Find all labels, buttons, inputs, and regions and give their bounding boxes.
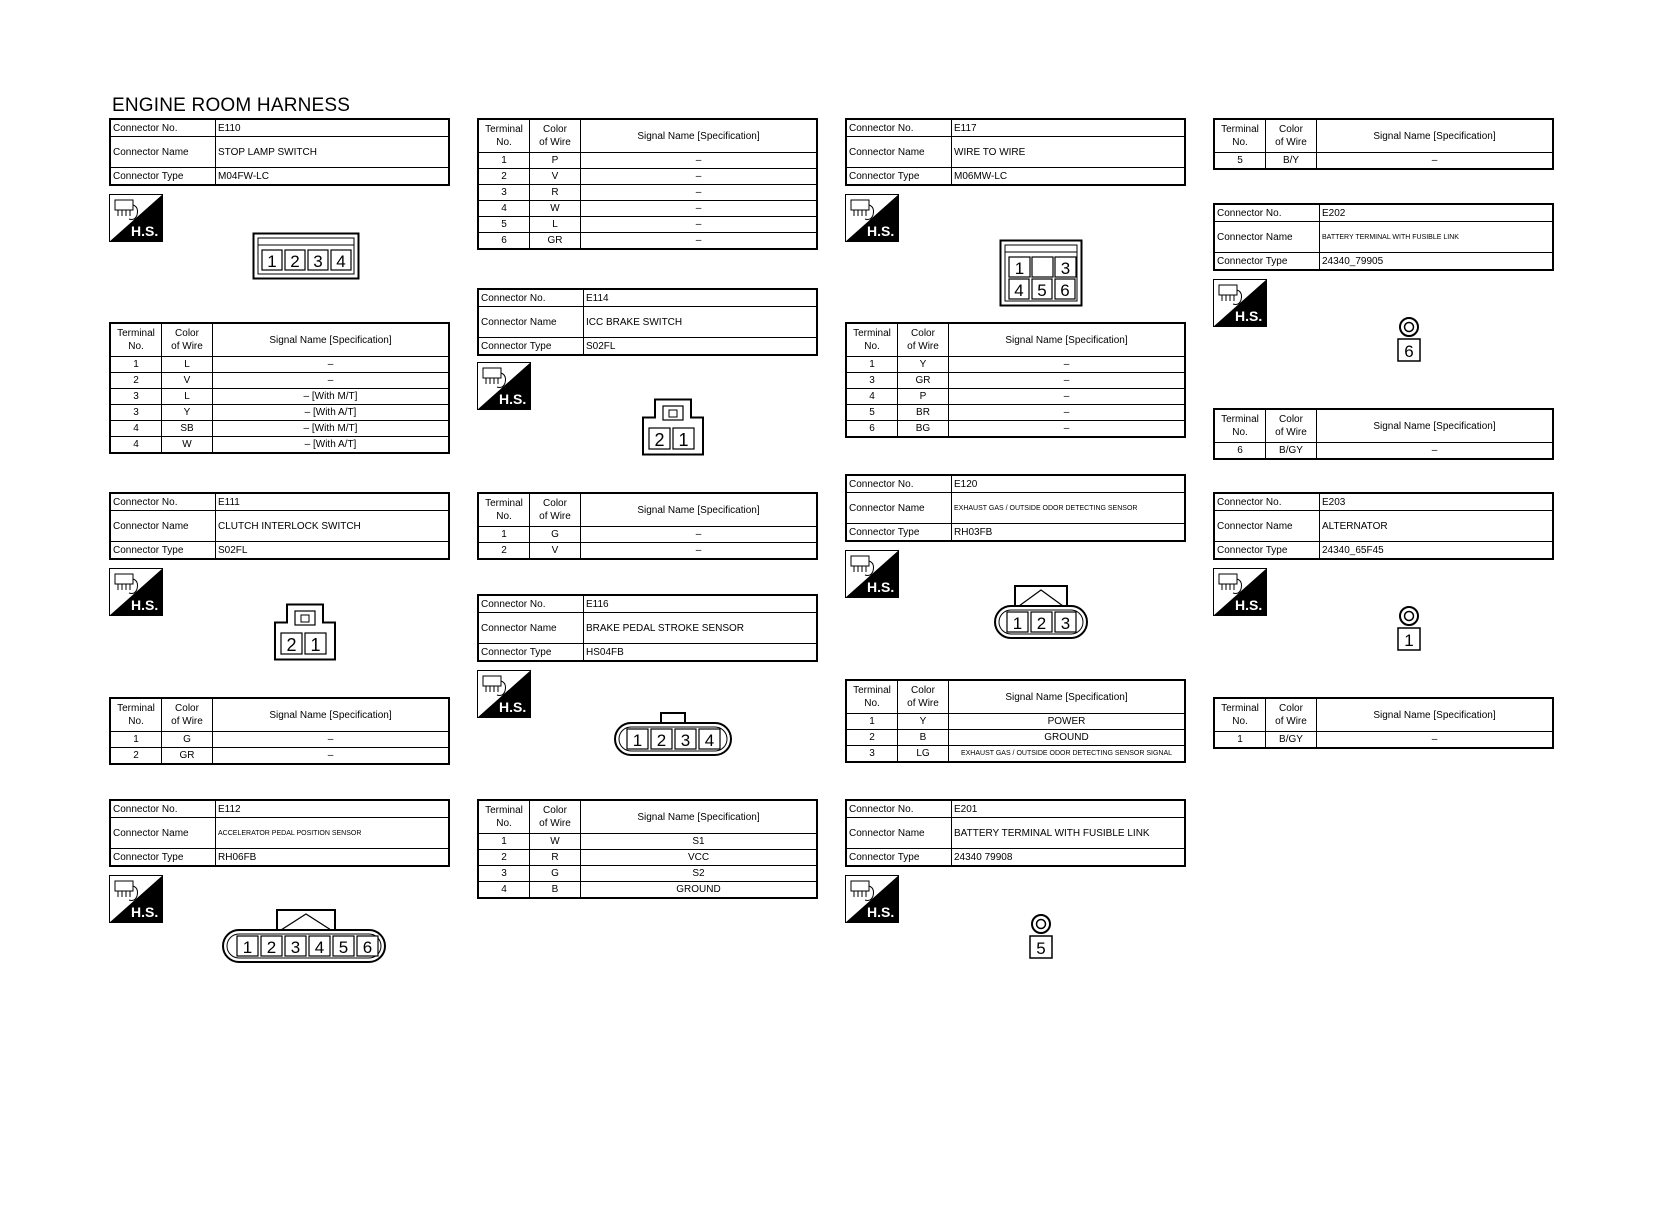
terminal-no-cell: 1 [478, 153, 530, 169]
wire-color-cell: R [530, 185, 581, 201]
table-row [110, 405, 449, 421]
color-of-wire-header: Color of Wire [530, 800, 581, 834]
svg-text:H.S.: H.S. [131, 904, 159, 920]
e201-terminal-table [1213, 118, 1554, 170]
svg-text:1: 1 [310, 635, 321, 655]
e120-connector-no-value: E120 [952, 475, 1186, 493]
harness-side-icon [1213, 568, 1267, 616]
e116-connector-face [613, 711, 733, 757]
signal-name-header: Signal Name [Specification] [581, 493, 818, 527]
table-row [110, 373, 449, 389]
e116-connector-type-value: HS04FB [584, 644, 818, 662]
e117-connector-info [845, 118, 1186, 186]
table-row [478, 527, 817, 543]
harness-side-icon [845, 875, 899, 923]
signal-name-cell: – [1317, 443, 1554, 460]
table-row [1214, 732, 1553, 749]
wire-color-cell: Y [162, 405, 213, 421]
connector-name-label: Connector Name [846, 818, 952, 849]
e117-connector-no-value: E117 [952, 119, 1186, 137]
svg-text:5: 5 [1036, 939, 1046, 958]
signal-name-cell: GROUND [581, 882, 818, 899]
terminal-no-header: Terminal No. [478, 119, 530, 153]
e116-terminal-table [477, 799, 818, 899]
e112-connector-face [221, 908, 387, 966]
svg-text:4: 4 [336, 252, 346, 271]
svg-text:6: 6 [1060, 281, 1070, 300]
e116-connector-info [477, 594, 818, 662]
signal-name-cell: – [1317, 153, 1554, 170]
signal-name-cell: POWER [949, 714, 1186, 730]
connector-type-label: Connector Type [846, 524, 952, 542]
wire-color-cell: G [530, 527, 581, 543]
page-title: ENGINE ROOM HARNESS [112, 95, 351, 116]
signal-name-header: Signal Name [Specification] [213, 323, 450, 357]
signal-name-cell: S1 [581, 834, 818, 850]
terminal-no-cell: 2 [110, 373, 162, 389]
terminal-no-header: Terminal No. [846, 680, 898, 714]
table-row [478, 217, 817, 233]
wire-color-cell: G [162, 732, 213, 748]
color-of-wire-header: Color of Wire [898, 680, 949, 714]
signal-name-cell: – [581, 185, 818, 201]
wire-color-cell: LG [898, 746, 949, 763]
svg-text:5: 5 [338, 938, 349, 957]
e111-connector-no-value: E111 [216, 493, 450, 511]
terminal-no-cell: 6 [478, 233, 530, 250]
harness-side-icon [1213, 279, 1267, 327]
color-of-wire-header: Color of Wire [1266, 119, 1317, 153]
e117-connector-type-value: M06MW-LC [952, 168, 1186, 186]
e120-terminal-table [845, 679, 1186, 763]
e201-connector-no-value: E201 [952, 800, 1186, 818]
e202-connector-face [1395, 317, 1423, 365]
wire-color-cell: W [162, 437, 213, 454]
terminal-no-cell: 2 [478, 543, 530, 560]
svg-text:H.S.: H.S. [131, 223, 159, 239]
wire-color-cell: L [530, 217, 581, 233]
svg-text:4: 4 [704, 731, 715, 750]
terminal-no-cell: 5 [478, 217, 530, 233]
connector-name-label: Connector Name [846, 137, 952, 168]
svg-text:H.S.: H.S. [1235, 308, 1263, 324]
connector-type-label: Connector Type [1214, 253, 1320, 271]
signal-name-cell: – [With A/T] [213, 405, 450, 421]
color-of-wire-header: Color of Wire [898, 323, 949, 357]
e113-terminal-table [477, 118, 818, 250]
terminal-no-cell: 2 [110, 748, 162, 765]
e203-terminal-table [1213, 697, 1554, 749]
terminal-no-cell: 1 [478, 527, 530, 543]
table-row [478, 233, 817, 250]
e201-connector-name-value: BATTERY TERMINAL WITH FUSIBLE LINK [952, 818, 1186, 849]
table-row [846, 730, 1185, 746]
signal-name-cell: – [With A/T] [213, 437, 450, 454]
signal-name-cell: – [213, 732, 450, 748]
harness-side-icon [845, 550, 899, 598]
e114-connector-type-value: S02FL [584, 338, 818, 356]
wire-color-cell: GR [530, 233, 581, 250]
wire-color-cell: P [898, 389, 949, 405]
terminal-no-cell: 5 [1214, 153, 1266, 170]
svg-text:1: 1 [632, 731, 643, 750]
table-row [478, 882, 817, 899]
connector-no-label: Connector No. [846, 475, 952, 493]
terminal-no-cell: 2 [478, 169, 530, 185]
table-row [110, 437, 449, 454]
e117-connector-name-value: WIRE TO WIRE [952, 137, 1186, 168]
svg-text:1: 1 [1404, 631, 1414, 650]
signal-name-cell: – [581, 217, 818, 233]
table-row [846, 746, 1185, 763]
svg-text:2: 2 [286, 635, 297, 655]
harness-side-icon [109, 568, 163, 616]
table-row [846, 357, 1185, 373]
terminal-no-header: Terminal No. [846, 323, 898, 357]
connector-type-label: Connector Type [110, 168, 216, 186]
svg-text:H.S.: H.S. [867, 904, 895, 920]
e110-connector-face [252, 232, 360, 280]
svg-text:2: 2 [266, 938, 277, 957]
signal-name-header: Signal Name [Specification] [581, 800, 818, 834]
harness-side-icon [109, 194, 163, 242]
e110-connector-name-value: STOP LAMP SWITCH [216, 137, 450, 168]
e202-connector-type-value: 24340_79905 [1320, 253, 1554, 271]
connector-no-label: Connector No. [1214, 204, 1320, 222]
svg-text:2: 2 [654, 430, 665, 450]
wire-color-cell: V [530, 543, 581, 560]
connector-name-label: Connector Name [110, 511, 216, 542]
e203-connector-name-value: ALTERNATOR [1320, 511, 1554, 542]
signal-name-header: Signal Name [Specification] [581, 119, 818, 153]
table-row [110, 421, 449, 437]
connector-no-label: Connector No. [110, 493, 216, 511]
terminal-no-header: Terminal No. [110, 323, 162, 357]
table-row [478, 866, 817, 882]
signal-name-header: Signal Name [Specification] [213, 698, 450, 732]
e112-connector-type-value: RH06FB [216, 849, 450, 867]
terminal-no-cell: 3 [110, 389, 162, 405]
terminal-no-cell: 4 [110, 437, 162, 454]
signal-name-cell: – [213, 357, 450, 373]
terminal-no-cell: 2 [478, 850, 530, 866]
svg-text:3: 3 [290, 938, 301, 957]
color-of-wire-header: Color of Wire [530, 119, 581, 153]
signal-name-cell: – [949, 421, 1186, 438]
table-row [478, 185, 817, 201]
wire-color-cell: BR [898, 405, 949, 421]
connector-type-label: Connector Type [846, 168, 952, 186]
signal-name-cell: – [581, 543, 818, 560]
signal-name-cell: – [581, 201, 818, 217]
wire-color-cell: V [162, 373, 213, 389]
connector-type-label: Connector Type [110, 542, 216, 560]
terminal-no-cell: 2 [846, 730, 898, 746]
e112-connector-name-value: ACCELERATOR PEDAL POSITION SENSOR [216, 818, 450, 849]
connector-no-label: Connector No. [478, 289, 584, 307]
signal-name-cell: – [1317, 732, 1554, 749]
wire-color-cell: BG [898, 421, 949, 438]
e120-connector-name-value: EXHAUST GAS / OUTSIDE ODOR DETECTING SENSOR [952, 493, 1186, 524]
e110-connector-type-value: M04FW-LC [216, 168, 450, 186]
svg-text:H.S.: H.S. [867, 579, 895, 595]
e110-terminal-table [109, 322, 450, 454]
terminal-no-cell: 3 [110, 405, 162, 421]
signal-name-cell: – [581, 153, 818, 169]
signal-name-header: Signal Name [Specification] [1317, 698, 1554, 732]
wire-color-cell: B [530, 882, 581, 899]
signal-name-cell: – [581, 527, 818, 543]
connector-type-label: Connector Type [846, 849, 952, 867]
svg-text:1: 1 [242, 938, 253, 957]
e116-connector-no-value: E116 [584, 595, 818, 613]
e112-connector-info [109, 799, 450, 867]
signal-name-cell: – [949, 405, 1186, 421]
terminal-no-header: Terminal No. [1214, 698, 1266, 732]
connector-type-label: Connector Type [478, 644, 584, 662]
signal-name-cell: – [949, 357, 1186, 373]
wire-color-cell: SB [162, 421, 213, 437]
e116-connector-name-value: BRAKE PEDAL STROKE SENSOR [584, 613, 818, 644]
wire-color-cell: R [530, 850, 581, 866]
e202-connector-name-value: BATTERY TERMINAL WITH FUSIBLE LINK [1320, 222, 1554, 253]
terminal-no-cell: 3 [478, 866, 530, 882]
e112-connector-no-value: E112 [216, 800, 450, 818]
signal-name-cell: – [213, 373, 450, 389]
e202-terminal-table [1213, 408, 1554, 460]
wire-color-cell: W [530, 201, 581, 217]
terminal-no-cell: 1 [478, 834, 530, 850]
connector-name-label: Connector Name [478, 613, 584, 644]
table-row [1214, 443, 1553, 460]
connector-no-label: Connector No. [846, 800, 952, 818]
e111-connector-name-value: CLUTCH INTERLOCK SWITCH [216, 511, 450, 542]
signal-name-cell: – [With M/T] [213, 389, 450, 405]
terminal-no-cell: 1 [1214, 732, 1266, 749]
table-row [478, 169, 817, 185]
terminal-no-cell: 1 [110, 357, 162, 373]
terminal-no-header: Terminal No. [1214, 409, 1266, 443]
e202-connector-no-value: E202 [1320, 204, 1554, 222]
e114-terminal-table [477, 492, 818, 560]
svg-text:4: 4 [1014, 281, 1024, 300]
e111-connector-info [109, 492, 450, 560]
e120-connector-type-value: RH03FB [952, 524, 1186, 542]
connector-no-label: Connector No. [1214, 493, 1320, 511]
e202-connector-info [1213, 203, 1554, 271]
wire-color-cell: B/GY [1266, 443, 1317, 460]
wire-color-cell: L [162, 357, 213, 373]
signal-name-cell: S2 [581, 866, 818, 882]
terminal-no-header: Terminal No. [478, 800, 530, 834]
svg-text:H.S.: H.S. [1235, 597, 1263, 613]
terminal-no-cell: 4 [478, 201, 530, 217]
table-row [478, 543, 817, 560]
wire-color-cell: B/Y [1266, 153, 1317, 170]
svg-text:1: 1 [1014, 259, 1025, 278]
connector-name-label: Connector Name [478, 307, 584, 338]
e203-connector-face [1395, 606, 1423, 654]
harness-side-icon [109, 875, 163, 923]
wire-color-cell: Y [898, 714, 949, 730]
terminal-no-header: Terminal No. [478, 493, 530, 527]
wire-color-cell: P [530, 153, 581, 169]
terminal-no-cell: 6 [846, 421, 898, 438]
terminal-no-cell: 5 [846, 405, 898, 421]
e111-terminal-table [109, 697, 450, 765]
signal-name-cell: – [With M/T] [213, 421, 450, 437]
table-row [846, 389, 1185, 405]
e111-connector-type-value: S02FL [216, 542, 450, 560]
svg-text:4: 4 [314, 938, 325, 957]
wire-color-cell: B [898, 730, 949, 746]
color-of-wire-header: Color of Wire [530, 493, 581, 527]
wire-color-cell: G [530, 866, 581, 882]
svg-text:2: 2 [1036, 614, 1047, 633]
e120-connector-face [993, 584, 1089, 642]
table-row [478, 834, 817, 850]
e201-connector-info [845, 799, 1186, 867]
signal-name-cell: – [949, 389, 1186, 405]
svg-text:6: 6 [1404, 342, 1414, 361]
svg-text:6: 6 [362, 938, 373, 957]
table-row [846, 714, 1185, 730]
connector-type-label: Connector Type [1214, 542, 1320, 560]
connector-no-label: Connector No. [478, 595, 584, 613]
e120-connector-info [845, 474, 1186, 542]
table-row [110, 748, 449, 765]
wire-color-cell: B/GY [1266, 732, 1317, 749]
terminal-no-cell: 1 [110, 732, 162, 748]
harness-side-icon [845, 194, 899, 242]
e110-connector-info [109, 118, 450, 186]
e117-connector-face [999, 239, 1083, 307]
terminal-no-cell: 3 [846, 373, 898, 389]
e110-connector-no-value: E110 [216, 119, 450, 137]
e201-connector-type-value: 24340 79908 [952, 849, 1186, 867]
svg-text:1: 1 [1012, 614, 1023, 633]
svg-text:2: 2 [290, 252, 300, 271]
terminal-no-cell: 3 [478, 185, 530, 201]
table-row [846, 373, 1185, 389]
table-row [478, 153, 817, 169]
terminal-no-cell: 6 [1214, 443, 1266, 460]
table-row [846, 405, 1185, 421]
svg-text:H.S.: H.S. [131, 597, 159, 613]
svg-text:3: 3 [1060, 259, 1071, 278]
wire-color-cell: W [530, 834, 581, 850]
e114-connector-info [477, 288, 818, 356]
color-of-wire-header: Color of Wire [162, 323, 213, 357]
wire-color-cell: GR [898, 373, 949, 389]
terminal-no-cell: 4 [478, 882, 530, 899]
svg-text:H.S.: H.S. [499, 699, 527, 715]
svg-text:1: 1 [678, 430, 689, 450]
e203-connector-info [1213, 492, 1554, 560]
table-row [110, 732, 449, 748]
connector-no-label: Connector No. [846, 119, 952, 137]
color-of-wire-header: Color of Wire [1266, 409, 1317, 443]
wire-color-cell: V [530, 169, 581, 185]
connector-name-label: Connector Name [1214, 511, 1320, 542]
svg-text:3: 3 [313, 252, 323, 271]
terminal-no-cell: 1 [846, 357, 898, 373]
e201-connector-face [1027, 914, 1055, 962]
svg-text:5: 5 [1037, 281, 1047, 300]
svg-text:H.S.: H.S. [867, 223, 895, 239]
e111-connector-face [273, 603, 337, 661]
terminal-no-cell: 4 [846, 389, 898, 405]
signal-name-cell: – [581, 233, 818, 250]
e117-terminal-table [845, 322, 1186, 438]
connector-name-label: Connector Name [110, 137, 216, 168]
signal-name-cell: – [581, 169, 818, 185]
connector-name-label: Connector Name [1214, 222, 1320, 253]
signal-name-header: Signal Name [Specification] [1317, 119, 1554, 153]
wire-color-cell: GR [162, 748, 213, 765]
terminal-no-cell: 1 [846, 714, 898, 730]
terminal-no-cell: 4 [110, 421, 162, 437]
table-row [110, 357, 449, 373]
connector-type-label: Connector Type [478, 338, 584, 356]
connector-name-label: Connector Name [846, 493, 952, 524]
table-row [478, 850, 817, 866]
table-row [1214, 153, 1553, 170]
terminal-no-cell: 3 [846, 746, 898, 763]
svg-text:3: 3 [680, 731, 691, 750]
signal-name-cell: – [213, 748, 450, 765]
table-row [478, 201, 817, 217]
svg-text:1: 1 [267, 252, 277, 271]
connector-name-label: Connector Name [110, 818, 216, 849]
signal-name-header: Signal Name [Specification] [949, 323, 1186, 357]
signal-name-header: Signal Name [Specification] [1317, 409, 1554, 443]
terminal-no-header: Terminal No. [110, 698, 162, 732]
harness-side-icon [477, 362, 531, 410]
svg-text:H.S.: H.S. [499, 391, 527, 407]
signal-name-cell: EXHAUST GAS / OUTSIDE ODOR DETECTING SENSOR SIGNAL [949, 746, 1186, 763]
wire-color-cell: L [162, 389, 213, 405]
connector-type-label: Connector Type [110, 849, 216, 867]
harness-side-icon [477, 670, 531, 718]
wire-color-cell: Y [898, 357, 949, 373]
color-of-wire-header: Color of Wire [1266, 698, 1317, 732]
e114-connector-name-value: ICC BRAKE SWITCH [584, 307, 818, 338]
signal-name-cell: – [949, 373, 1186, 389]
e203-connector-type-value: 24340_65F45 [1320, 542, 1554, 560]
terminal-no-header: Terminal No. [1214, 119, 1266, 153]
signal-name-header: Signal Name [Specification] [949, 680, 1186, 714]
table-row [846, 421, 1185, 438]
table-row [110, 389, 449, 405]
e114-connector-face [641, 398, 705, 456]
connector-no-label: Connector No. [110, 119, 216, 137]
signal-name-cell: VCC [581, 850, 818, 866]
connector-no-label: Connector No. [110, 800, 216, 818]
e114-connector-no-value: E114 [584, 289, 818, 307]
color-of-wire-header: Color of Wire [162, 698, 213, 732]
svg-text:2: 2 [656, 731, 667, 750]
svg-text:3: 3 [1060, 614, 1071, 633]
e203-connector-no-value: E203 [1320, 493, 1554, 511]
signal-name-cell: GROUND [949, 730, 1186, 746]
